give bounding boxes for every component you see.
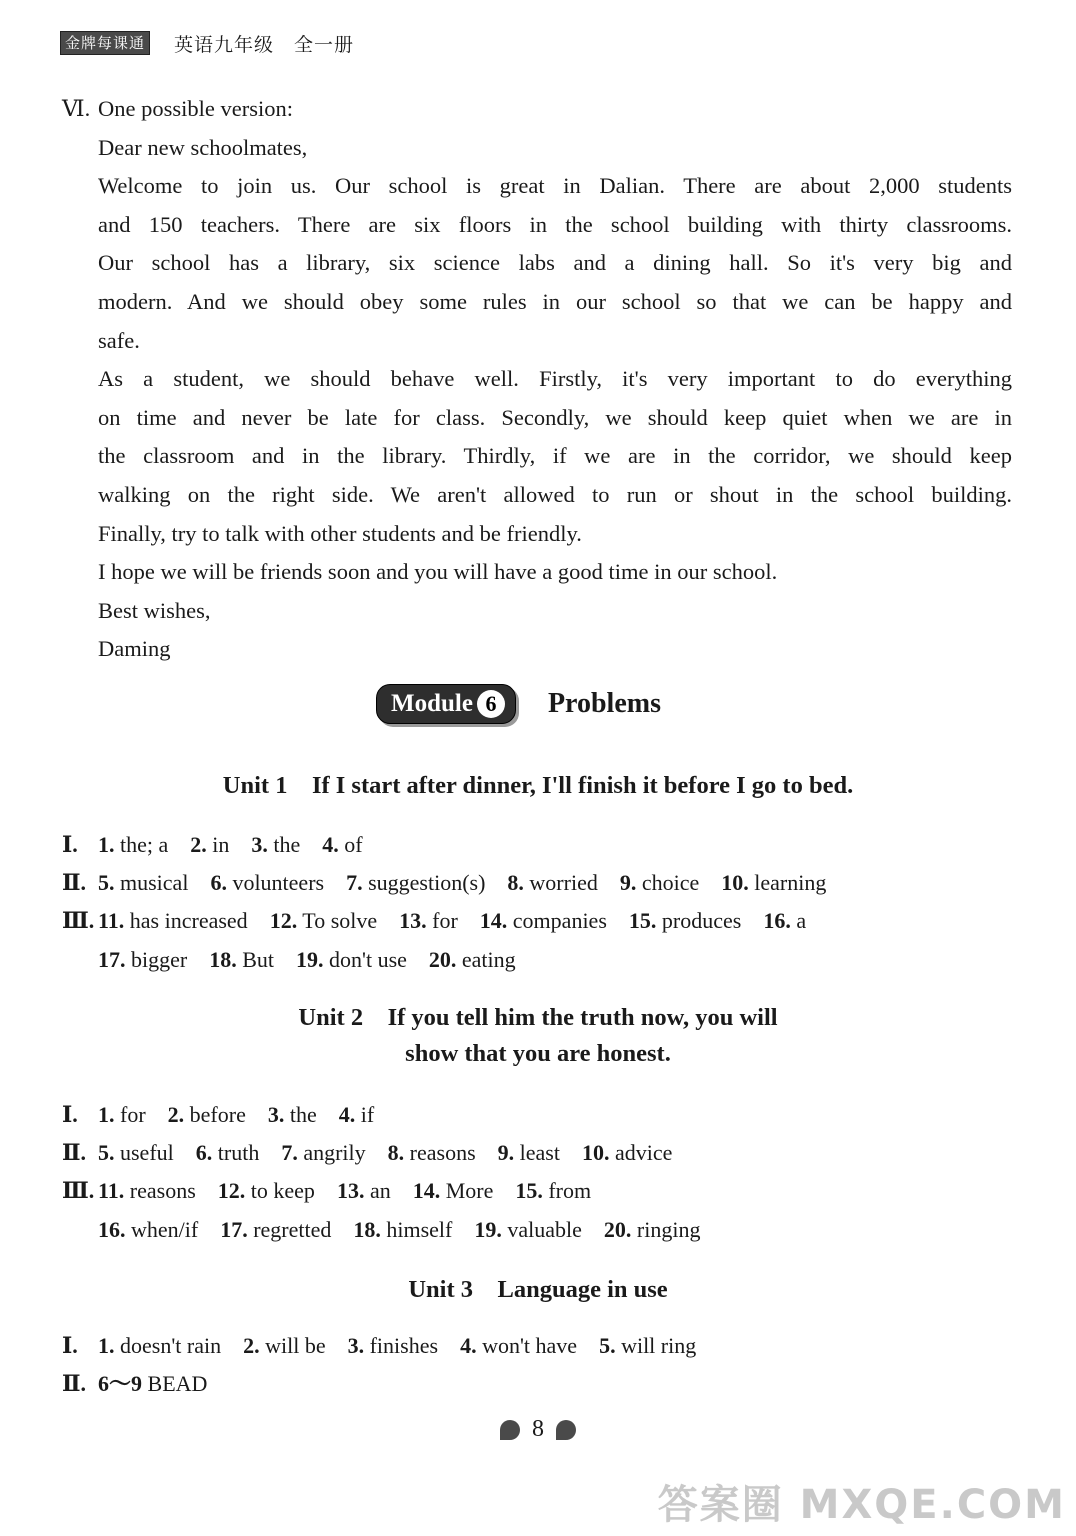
answer-text: worried [529,870,598,896]
answer-item [721,870,826,895]
answer-item [98,1102,146,1127]
page-header [60,30,354,56]
answer-item [190,832,229,857]
essay-line: the classroom and in the library. Thirdly, if we are in the corridor, we should keep [98,443,1012,469]
question-number: 13. [336,1178,365,1204]
question-number: 13. [399,908,427,934]
answer-text: suggestion(s) [368,870,486,896]
module-word: Module [391,690,473,717]
answer-row [62,1365,718,1403]
essay-intro-line [62,90,1012,129]
question-number: 9. [497,1140,515,1166]
question-number: 5. [98,870,115,896]
answer-text: a [796,908,807,934]
answer-item [337,1178,391,1203]
answer-row [62,1211,722,1249]
question-number: 4. [460,1333,477,1358]
answer-row [62,864,848,902]
answer-item [98,832,168,857]
answer-item [599,1333,696,1358]
answer-text: learning [754,870,827,896]
answer-text: regretted [253,1216,332,1242]
answer-text: reasons [129,1178,196,1204]
essay-line: Welcome to join us. Our school is great in Dalian. There are about 2,000 students [98,173,1012,199]
question-number: 10. [581,1140,610,1166]
answer-text: valuable [507,1216,582,1242]
answer-text: from [548,1178,592,1204]
section-label: Ⅰ. [62,832,78,857]
question-number: 15. [515,1178,543,1204]
answer-text: choice [641,870,700,896]
answer-item [98,870,188,895]
section-label: Ⅲ. [62,1178,95,1204]
answer-text: will be [265,1333,326,1358]
answer-item [322,832,362,857]
answer-item [98,1371,207,1396]
answer-text: has increased [129,908,248,934]
answer-item [629,908,741,933]
section-label: Ⅱ. [62,1371,87,1397]
answer-item [620,870,699,895]
question-number: 7. [346,870,363,896]
answer-text: himself [386,1216,453,1242]
question-number: 18. [353,1216,381,1242]
question-number: 1. [98,1102,115,1127]
answer-text: when/if [131,1216,199,1242]
answer-item [168,1102,246,1127]
answer-item [218,1178,315,1203]
question-number: 8. [507,870,524,896]
question-number: 8. [387,1140,405,1166]
question-number: 16. [763,908,791,934]
answer-text: volunteers [232,870,325,896]
module-heading [376,684,661,724]
answer-item [210,870,324,895]
answer-text: companies [512,908,607,934]
question-number: 20. [603,1216,632,1242]
question-number: 2. [190,832,207,857]
answer-text: musical [120,870,189,896]
section-label: Ⅱ. [62,870,87,896]
essay-line: and 150 teachers. There are six floors in the school building with thirty classrooms. [98,211,1012,237]
answer-item [480,908,607,933]
section-label: Ⅰ. [62,1333,78,1358]
model-essay [62,90,1012,669]
leaf-icon [556,1420,576,1440]
section-label: Ⅲ. [62,908,95,934]
answer-text: an [369,1178,391,1204]
answer-row [62,1134,722,1172]
answer-text: BEAD [147,1371,208,1397]
question-number: 3. [267,1102,285,1127]
answer-text: produces [661,908,742,934]
answer-text: To solve [302,908,378,934]
answer-item [98,908,248,933]
answer-item [339,1102,374,1127]
question-number: 4. [338,1102,356,1127]
book-subject: 英语九年级 全一册 [174,33,355,56]
answer-item [281,1140,365,1165]
answer-item [460,1333,577,1358]
answer-item [353,1217,452,1242]
answer-item [348,1333,438,1358]
question-number: 16. [98,1216,126,1242]
answer-item [296,947,407,972]
answer-item [388,1140,476,1165]
question-number: 12. [217,1178,246,1204]
answer-item [98,1140,174,1165]
answer-block [62,826,848,979]
question-number: 4. [322,832,339,857]
answer-row [62,941,848,979]
question-number: 15. [628,908,657,934]
answer-item [474,1217,582,1242]
question-number: 20. [428,946,457,972]
answer-text: But [242,946,274,972]
answer-text: if [360,1102,375,1127]
module-badge [376,684,516,724]
answer-text: useful [120,1140,174,1166]
answer-text: the [289,1102,317,1127]
essay-line: Dear new schoolmates, [98,134,308,160]
answer-text: for [432,908,458,934]
section-label: Ⅱ. [62,1140,87,1166]
answer-text: before [189,1102,246,1127]
answer-text: ringing [636,1216,701,1242]
answer-text: for [120,1102,146,1127]
answer-text: bigger [131,946,188,972]
question-number: 6～9 [98,1371,143,1397]
question-number: 14. [479,908,508,934]
answer-item [346,870,485,895]
question-number: 2. [243,1333,260,1358]
answer-row [62,1327,718,1365]
answer-item [498,1140,560,1165]
answer-item [507,870,597,895]
answer-text: don't use [329,946,407,972]
answer-block [62,1327,718,1403]
answer-text: least [519,1140,560,1166]
question-number: 5. [599,1333,616,1358]
answer-item [413,1178,494,1203]
answer-item [604,1217,701,1242]
answer-text: eating [461,946,516,972]
question-number: 19. [296,946,324,972]
page-number: 8 [532,1416,544,1442]
answer-text: the [273,832,301,857]
answer-text: won't have [482,1333,578,1358]
answer-item [209,947,274,972]
module-number: 6 [477,690,505,718]
question-number: 6. [210,870,227,896]
answer-row [62,902,848,940]
essay-line: Finally, try to talk with other students and be friendly. [98,520,582,546]
essay-line: safe. [98,327,140,353]
answer-item [98,1333,221,1358]
answer-text: the; a [120,832,169,857]
unit-title: Unit 3 Language in use [408,1276,668,1303]
answer-text: angrily [303,1140,366,1166]
answer-row [62,1096,722,1134]
answer-item [243,1333,326,1358]
answer-item [582,1140,672,1165]
answer-text: reasons [409,1140,476,1166]
question-number: 17. [98,946,126,972]
answer-text: to keep [250,1178,315,1204]
question-number: 10. [721,870,749,896]
answer-text: doesn't rain [120,1333,222,1358]
essay-line: I hope we will be friends soon and you will have a good time in our school. [98,559,778,585]
essay-line: modern. And we should obey some rules in our school so that we can be happy and [98,288,1012,314]
question-number: 3. [251,832,268,857]
answer-text: More [445,1178,494,1204]
question-number: 2. [167,1102,185,1127]
question-number: 11. [98,1178,125,1204]
question-number: 6. [195,1140,213,1166]
answer-item [98,1217,198,1242]
answer-item [220,1217,331,1242]
answer-text: in [212,832,230,857]
answer-item [196,1140,260,1165]
question-number: 9. [619,870,637,896]
answer-block [62,1096,722,1249]
brand-logo: 金牌每课通 [60,31,150,55]
essay-line: Our school has a library, six science labs and a dining hall. So it's very big and [98,250,1012,276]
answer-item [763,908,806,933]
answer-item [98,1178,196,1203]
answer-row [62,1172,722,1210]
answer-text: will ring [621,1333,697,1358]
module-title: Problems [547,688,661,719]
question-number: 1. [98,1333,115,1358]
question-number: 5. [98,1140,115,1166]
question-number: 3. [347,1333,365,1358]
question-number: 7. [281,1140,298,1166]
question-number: 18. [209,946,237,972]
answer-text: truth [217,1140,260,1166]
answer-item [98,947,187,972]
unit-title: Unit 2 If you tell him the truth now, you will [298,1004,778,1031]
answer-item [399,908,458,933]
question-number: 17. [220,1216,248,1242]
answer-text: of [344,832,363,857]
answer-item [251,832,300,857]
essay-line: on time and never be late for class. Secondly, we should keep quiet when we are in [98,404,1012,430]
watermark: 答案圈 MXQE.COM [657,1482,1066,1528]
unit-title: show that you are honest. [405,1040,671,1067]
essay-intro: One possible version: [98,96,293,121]
essay-line: Best wishes, [98,597,211,623]
answer-item [268,1102,317,1127]
section-label: Ⅵ. [62,96,91,121]
answer-item [429,947,516,972]
essay-line: As a student, we should behave well. Firstly, it's very important to do everything [98,366,1012,392]
question-number: 14. [412,1178,441,1204]
unit-title: Unit 1 If I start after dinner, I'll finish it before I go to bed. [222,772,854,799]
answer-text: finishes [369,1333,439,1358]
leaf-icon [500,1420,520,1440]
essay-line: Daming [98,636,171,662]
question-number: 11. [98,908,125,934]
question-number: 12. [269,908,298,934]
question-number: 1. [98,832,115,857]
answer-text: advice [614,1140,673,1166]
question-number: 19. [474,1216,502,1242]
page-footer [0,1416,1076,1443]
answer-item [270,908,377,933]
answer-item [515,1178,591,1203]
answer-row [62,826,848,864]
section-label: Ⅰ. [62,1102,78,1127]
essay-line: walking on the right side. We aren't allowed to run or shout in the school building. [98,481,1012,507]
